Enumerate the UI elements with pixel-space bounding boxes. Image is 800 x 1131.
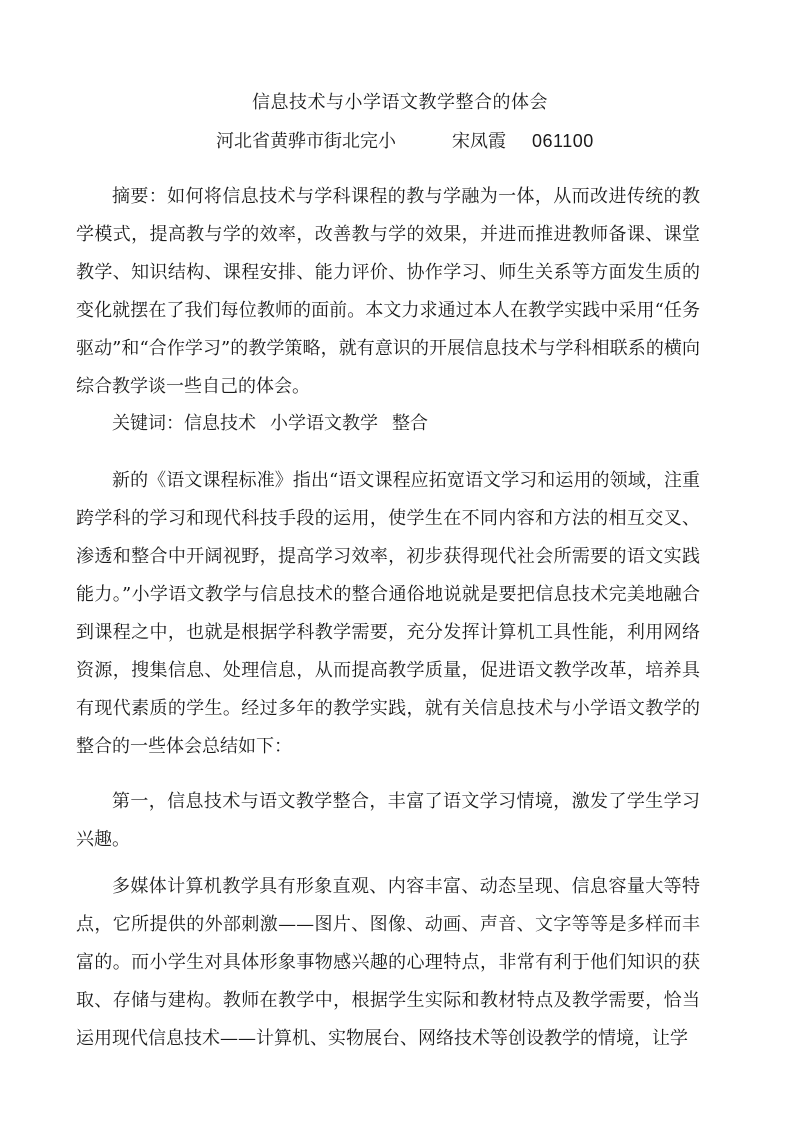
postal-code: 061100: [532, 131, 594, 151]
keyword-item: 小学语文教学: [270, 413, 378, 434]
abstract-paragraph: 摘要：如何将信息技术与学科课程的教与学融为一体，从而改进传统的教学模式，提高教与学的效率，改善教与学的效果，并进而推进教师备课、课堂教学、知识结构、课程安排、能力评价、协作学习、师生关系等方面发生质的变化就摆在了我们每位教师的面前。本文力求通过本人在教学实践中采用“任务驱动”和“合作学习”的教学策略，就有意识的开展信息技术与学科相联系的横向综合教学谈一些自己的体会。: [76, 186, 700, 397]
document-title: 信息技术与小学语文教学整合的体会: [252, 92, 548, 113]
author-name: 宋凤霞: [452, 131, 506, 152]
keywords-line: [76, 405, 700, 443]
keyword-item: 信息技术: [184, 413, 256, 434]
author-school: 河北省黄骅市街北完小: [216, 131, 396, 152]
keywords-label: 关键词：: [112, 413, 184, 434]
intro-paragraph: 新的《语文课程标准》指出“语文课程应拓宽语文学习和运用的领域，注重跨学科的学习和现代科技手段的运用，使学生在不同内容和方法的相互交叉、渗透和整合中开阔视野，提高学习效率，初步获得现代社会所需要的语文实践能力。”小学语文教学与信息技术的整合通俗地说就是要把信息技术完美地融合到课程之中，也就是根据学科教学需要，充分发挥计算机工具性能，利用网络资源，搜集信息、处理信息，从而提高教学质量，促进语文教学改革，培养具有现代素质的学生。经过多年的教学实践，就有关信息技术与小学语文教学的整合的一些体会总结如下：: [76, 470, 700, 757]
author-line: [216, 129, 594, 154]
keyword-item: 整合: [392, 413, 428, 434]
section-first-heading: 第一，信息技术与语文教学整合，丰富了语文学习情境，激发了学生学习兴趣。: [76, 791, 700, 850]
media-paragraph: 多媒体计算机教学具有形象直观、内容丰富、动态呈现、信息容量大等特点，它所提供的外部刺激——图片、图像、动画、声音、文字等等是多样而丰富的。而小学生对具体形象事物感兴趣的心理特点，非常有利于他们知识的获取、存储与建构。教师在教学中，根据学生实际和教材特点及教学需要，恰当运用现代信息技术——计算机、实物展台、网络技术等创设教学的情境，让学: [76, 876, 700, 1049]
